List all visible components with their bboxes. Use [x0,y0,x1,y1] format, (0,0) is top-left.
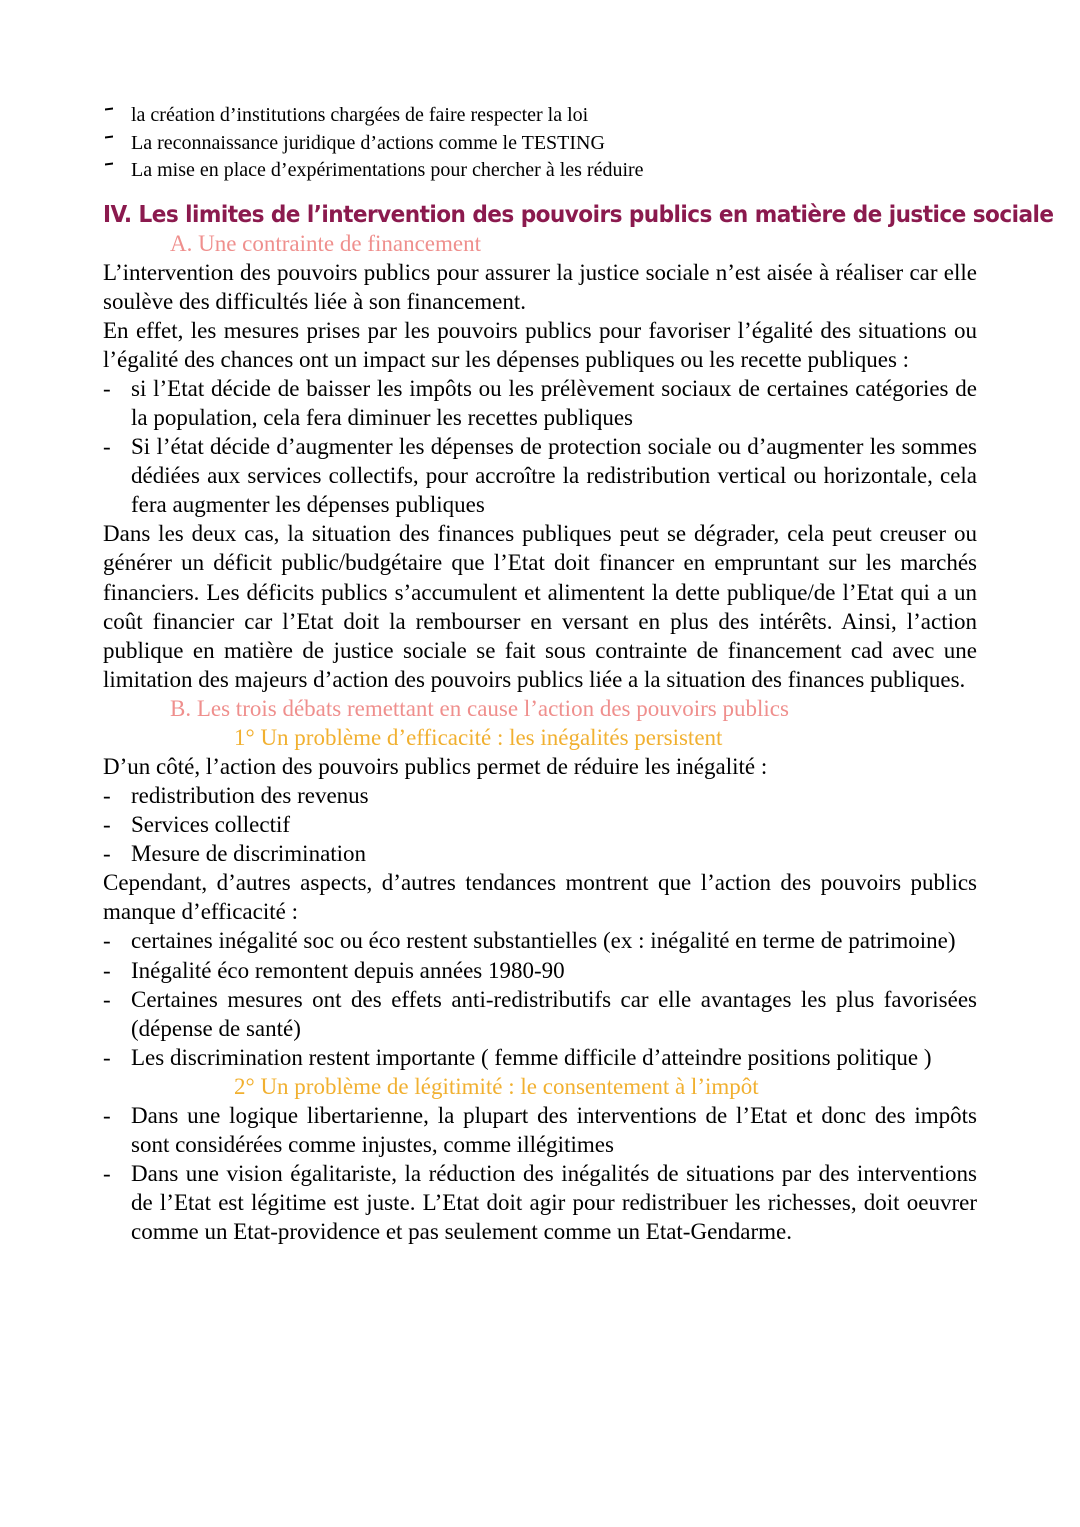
part-1-title: 1° Un problème d’efficacité : les inégalités persistent [234,724,723,750]
dash-bullet-icon [105,107,113,118]
part-2-title: 2° Un problème de légitimité : le consentement à l’impôt [234,1073,759,1099]
list-item: La reconnaissance juridique d’actions comme le TESTING [103,130,977,158]
list-item: - Services collectif [103,810,977,839]
paragraph: L’intervention des pouvoirs publics pour assurer la justice sociale n’est aisée à réaliser car elle soulève des difficultés liée à son financement. [103,259,977,314]
section-title: IV. Les limites de l’intervention des pouvoirs publics en matière de justice sociale [103,199,1054,228]
list-item: - Les discrimination restent importante ( femme difficile d’atteindre positions politique ) [103,1043,977,1072]
paragraph: Cependant, d’autres aspects, d’autres tendances montrent que l’action des pouvoirs publics manque d’efficacité : [103,870,977,925]
list-item: - si l’Etat décide de baisser les impôts ou les prélèvement sociaux de certaines catégories de la population, cela fera diminuer les recettes publiques [103,374,977,432]
list-item: - Dans une vision égalitariste, la réduction des inégalités de situations par des interventions de l’Etat est légitime est juste. L’Etat doit agir pour redistribuer les richesses, doit oeuvrer comme un Etat-providence et pas seulement comme un Etat-Gendarme. [103,1159,977,1246]
list-item: - Mesure de discrimination [103,839,977,868]
list-item: la création d’institutions chargées de faire respecter la loi [103,102,977,130]
document-page [103,102,1054,1246]
subsection-a-title: A. Une contrainte de financement [170,230,482,256]
part-2-list [103,1101,977,1246]
intro-list [103,102,977,185]
paragraph: D’un côté, l’action des pouvoirs publics permet de réduire les inégalité : [103,753,768,779]
list-item: - Certaines mesures ont des effets anti-redistributifs car elle avantages les plus favorisées (dépense de santé) [103,985,977,1043]
list-item: - certaines inégalité soc ou éco restent substantielles (ex : inégalité en terme de patrimoine) [103,926,977,955]
part-1-list-1 [103,781,977,868]
dash-bullet-icon [105,135,113,146]
list-item: - Inégalité éco remontent depuis années 1980-90 [103,956,977,985]
subsection-a-list [103,374,977,519]
subsection-b-title: B. Les trois débats remettant en cause l’action des pouvoirs publics [170,695,789,721]
list-item: - Si l’état décide d’augmenter les dépenses de protection sociale ou d’augmenter les sommes dédiées aux services collectifs, pour accroître la redistribution vertical ou horizontale, cela fera augmenter les dépenses publiques [103,432,977,519]
list-item: - redistribution des revenus [103,781,977,810]
paragraph: Dans les deux cas, la situation des finances publiques peut se dégrader, cela peut creuser ou générer un déficit public/budgétaire que l’Etat doit financer en empruntant sur les marchés financiers. Les déficits publics s’accumulent et alimentent la dette publique/de l’Etat qui a un coût financier car l’Etat doit la rembourser en versant en plus des intérêts. Ainsi, l’action publique en matière de justice sociale se fait sous contrainte de financement cad avec une limitation des majeurs d’action des pouvoirs publics liée a la situation des finances publiques. [103,521,977,692]
part-1-list-2 [103,926,977,1071]
list-item: La mise en place d’expérimentations pour chercher à les réduire [103,157,977,185]
dash-bullet-icon [105,162,113,173]
paragraph: En effet, les mesures prises par les pouvoirs publics pour favoriser l’égalité des situations ou l’égalité des chances ont un impact sur les dépenses publiques ou les recette publiques : [103,317,977,372]
list-item: - Dans une logique libertarienne, la plupart des interventions de l’Etat et donc des impôts sont considérées comme injustes, comme illégitimes [103,1101,977,1159]
